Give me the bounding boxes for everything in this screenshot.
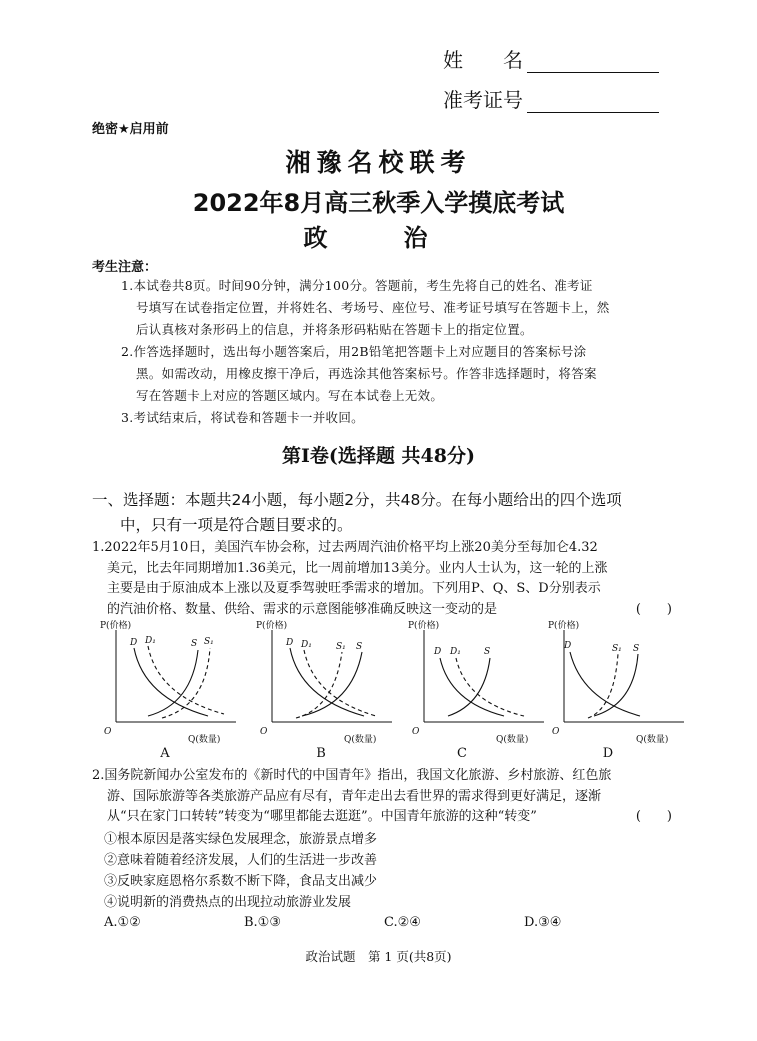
graph-option-b: B: [316, 746, 326, 761]
curve-label-d: D: [434, 647, 442, 657]
question-2-statements: [104, 829, 377, 913]
exam-id-label: 准考证号: [443, 88, 523, 112]
answer-parentheses: ( ): [635, 809, 672, 824]
name-field: [443, 44, 659, 73]
y-axis-label: P(价格): [408, 621, 440, 631]
x-axis-label: Q(数量): [344, 735, 377, 744]
question-1-line-2: 美元，比去年同期增加1.36美元，比一周前增加13美分。业内人士认为，这一轮的上涨: [107, 560, 608, 576]
origin-label: O: [552, 727, 560, 737]
y-axis-label: P(价格): [100, 621, 132, 631]
exam-id-blank: [527, 94, 659, 113]
exam-id-field: [443, 84, 659, 113]
curve-label-s1: S₁: [204, 637, 214, 647]
curve-label-s1: S₁: [612, 644, 622, 654]
supply-demand-graph-a: [96, 618, 246, 748]
name-label: 姓 名: [443, 48, 523, 72]
choice-b: B.①③: [244, 915, 281, 930]
notice-list: [121, 275, 661, 429]
question-1-line-3: 主要是由于原油成本上涨以及夏季驾驶旺季需求的增加。下列用P、Q、S、D分别表示: [107, 581, 601, 596]
page-footer: 政治试题 第 1 页(共8页): [305, 949, 452, 964]
curve-label-s1: S₁: [336, 642, 346, 652]
question-2-line-1: 2.国务院新闻办公室发布的《新时代的中国青年》指出，我国文化旅游、乡村旅游、红色旅: [92, 768, 612, 783]
question-1: [92, 538, 682, 620]
origin-label: O: [260, 727, 268, 737]
question-1-line-4: 的汽油价格、数量、供给、需求的示意图能够准确反映这一变动的是 ( ): [92, 600, 682, 621]
choice-a: A.①②: [104, 915, 141, 930]
curve-label-s: S: [484, 647, 491, 657]
curve-label-d1: D₁: [145, 636, 156, 646]
choice-d: D.③④: [524, 915, 562, 930]
statement-2: ②意味着随着经济发展，人们的生活进一步改善: [104, 853, 378, 868]
supply-demand-graph-b: [252, 618, 402, 748]
statement-3: ③反映家庭恩格尔系数不断下降，食品支出减少: [104, 874, 378, 889]
statement-1: ①根本原因是落实绿色发展理念，旅游景点增多: [104, 832, 378, 847]
question-2-line-2: 游、国际旅游等各类旅游产品应有尽有，青年走出去看世界的需求得到更好满足，逐渐: [107, 788, 602, 804]
exam-title: 2022年8月高三秋季入学摸底考试: [192, 189, 565, 217]
curve-label-d1: D₁: [301, 640, 312, 650]
question-1-line-1: 1.2022年5月10日，美国汽车协会称，过去两周汽油价格平均上涨20美分至每加仑4.32: [92, 540, 598, 555]
notice-heading: 考生注意：: [92, 260, 158, 275]
curve-label-d: D: [286, 638, 294, 648]
part-instructions-line-2: 中，只有一项是符合题目要求的。: [120, 516, 353, 534]
supply-demand-graph-d: [544, 618, 694, 748]
name-blank: [527, 54, 659, 73]
answer-parentheses: ( ): [635, 601, 672, 617]
curve-label-s: S: [191, 639, 198, 649]
x-axis-label: Q(数量): [188, 735, 221, 744]
section-title: 第Ⅰ卷(选择题 共48分): [282, 445, 475, 467]
question-2: [92, 766, 682, 828]
notice-item-1-line-1: 1.本试卷共8页。时间90分钟，满分100分。答题前，考生先将自己的姓名、准考证: [121, 278, 593, 293]
curve-label-d1: D₁: [450, 647, 461, 657]
choice-c: C.②④: [384, 915, 421, 930]
curve-label-d: D: [564, 641, 572, 651]
curve-label-s: S: [356, 642, 363, 652]
graph-option-d: D: [602, 746, 614, 761]
origin-label: O: [412, 727, 420, 737]
graph-option-a: A: [160, 746, 170, 761]
statement-4: ④说明新的消费热点的出现拉动旅游业发展: [104, 895, 352, 910]
part-instructions-line-1: 一、选择题：本题共24小题，每小题2分，共48分。在每小题给出的四个选项: [92, 491, 622, 509]
notice-item-2-line-2: 黑。如需改动，用橡皮擦干净后，再选涂其他答案标号。作答非选择题时，将答案: [136, 366, 597, 381]
curve-label-d: D: [130, 638, 138, 648]
question-2-line-3: 从“只在家门口转转”转变为“哪里都能去逛逛”。中国青年旅游的这种“转变” ( ): [92, 807, 682, 828]
notice-item-2-line-3: 写在答题卡上对应的答题区域内。写在本试卷上无效。: [136, 388, 444, 403]
graph-option-c: C: [457, 746, 467, 761]
subject-title: 政 治: [303, 224, 454, 252]
y-axis-label: P(价格): [548, 621, 580, 631]
notice-item-1-line-2: 号填写在试卷指定位置，并将姓名、考场号、座位号、准考证号填写在答题卡上，然: [136, 300, 610, 315]
notice-item-2-line-1: 2.作答选择题时，选出每小题答案后，用2B铅笔把答题卡上对应题目的答案标号涂: [121, 344, 587, 359]
origin-label: O: [104, 727, 112, 737]
secret-mark: 绝密★启用前: [92, 122, 169, 137]
x-axis-label: Q(数量): [636, 735, 669, 744]
supply-demand-graph-c: [404, 618, 554, 748]
curve-label-s: S: [633, 644, 640, 654]
notice-item-1-line-3: 后认真核对条形码上的信息，并将条形码粘贴在答题卡上的指定位置。: [136, 322, 533, 337]
y-axis-label: P(价格): [256, 621, 288, 631]
question-2-choices: [104, 915, 664, 930]
x-axis-label: Q(数量): [496, 735, 529, 744]
exam-union-title: 湘豫名校联考: [285, 148, 472, 177]
notice-item-3: 3.考试结束后，将试卷和答题卡一并收回。: [121, 410, 364, 425]
part-instructions: [92, 488, 682, 538]
